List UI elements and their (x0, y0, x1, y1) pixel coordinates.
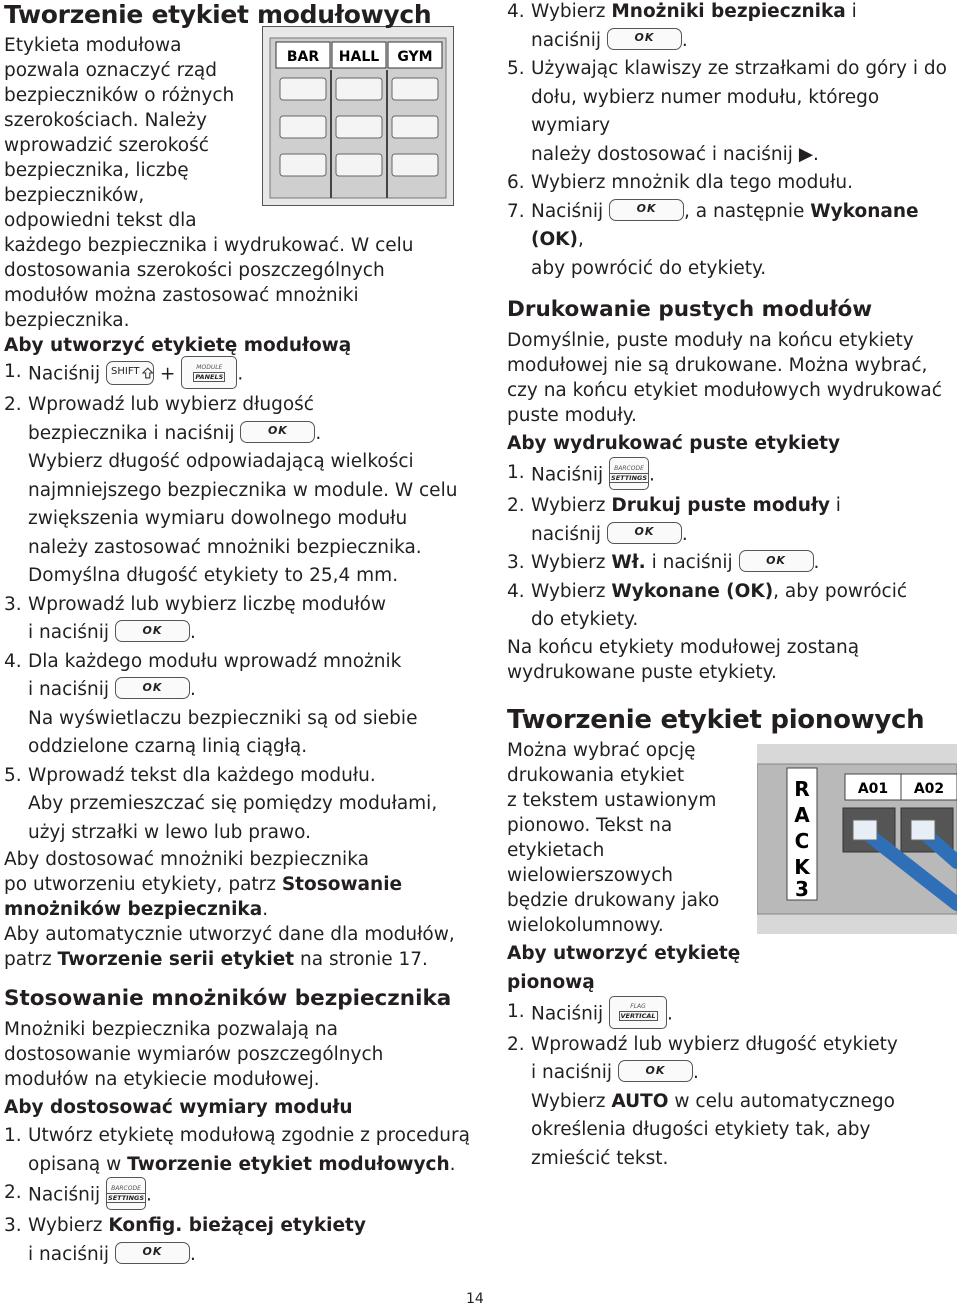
para-adjust-line: Aby dostosować mnożniki bezpiecznika (4, 849, 369, 870)
ok-key-icon: OK (607, 522, 682, 544)
multiplier-step-4: 4. Wybierz Mnożniki bezpiecznika i (507, 1, 857, 22)
section-title-multipliers: Stosowanie mnożników bezpiecznika (4, 986, 452, 1011)
step-2-note-line: zwiększenia wymiaru dowolnego modułu (28, 508, 408, 529)
multiplier-step-2: 2. Naciśnij BARCODE SETTINGS . (4, 1179, 470, 1212)
vertical-intro-line: z tekstem ustawionym (507, 789, 717, 811)
subheading-vertical: Aby utworzyć etykietę (507, 942, 741, 964)
intro-line: bezpieczników, (4, 185, 145, 206)
vertical-step-1: 1. Naciśnij FLAG VERTICAL . (507, 998, 957, 1031)
section-title-modular: Tworzenie etykiet modułowych (4, 0, 432, 29)
step-4-note-line: oddzielone czarną linią ciągłą. (28, 736, 308, 757)
multiplier-step-5: 5. Używając klawiszy ze strzałkami do góry i do (507, 58, 947, 79)
page-number: 14 (466, 1291, 484, 1307)
blank-step-1: 1. Naciśnij BARCODE SETTINGS . (507, 459, 957, 492)
subheading-vertical: pionową (507, 971, 595, 993)
blank-step-3: 3. Wybierz Wł. i naciśnij OK . (507, 552, 820, 573)
blank-step-4: 4. Wybierz Wykonane (OK), aby powrócić (507, 580, 908, 602)
multiplier-step-3: 3. Wybierz Konfig. bieżącej etykiety (4, 1215, 366, 1236)
step-2-note-line: należy zastosować mnożniki bezpiecznika. (28, 536, 422, 558)
rack-cable-image (757, 744, 957, 934)
para-auto-line: Aby automatycznie utworzyć dane dla modułów, (4, 924, 455, 945)
intro-line: pozwala oznaczyć rząd (4, 60, 217, 81)
step-5: 5. Wprowadź tekst dla każdego modułu. (4, 764, 376, 786)
image-label-bar: BAR (286, 49, 320, 65)
image-label-a01: A01 (857, 780, 889, 797)
vertical-intro-line: wielowierszowych (507, 864, 674, 886)
intro-line: odpowiedni tekst dla (4, 210, 197, 231)
step-4: 4. Dla każdego modułu wprowadź mnożnik (4, 650, 402, 672)
shift-key-icon: SHIFT (106, 361, 154, 385)
intro-line: bezpiecznika, liczbę (4, 160, 189, 181)
subheading-adjust: Aby dostosować wymiary modułu (4, 1097, 353, 1118)
subheading-create-modular: Aby utworzyć etykietę modułową (4, 335, 352, 356)
para-adjust-line: po utworzeniu etykiety, patrz Stosowanie mnożników bezpiecznika. (4, 874, 403, 920)
step-5-note-line: użyj strzałki w lewo lub prawo. (28, 821, 311, 843)
intro-line: wprowadzić szerokość (4, 135, 209, 156)
image-label-a02: A02 (913, 780, 945, 797)
svg-text:K: K (794, 854, 810, 879)
fuse-panel-image (262, 26, 454, 206)
flag-vertical-key-icon: FLAG VERTICAL (609, 996, 667, 1029)
intro-rest: każdego bezpiecznika i wydrukować. W celu dostosowania szerokości poszczególnych modułów można zastosować mnożniki bezpiecznika. (4, 235, 414, 331)
image-label-hall: HALL (338, 49, 380, 65)
multiplier-step-1: 1. Utwórz etykietę modułową zgodnie z procedurą (4, 1125, 470, 1146)
intro-line: Etykieta modułowa (4, 35, 182, 56)
vertical-intro-line: drukowania etykiet (507, 764, 685, 786)
multipliers-body: Mnożniki bezpiecznika pozwalają na dostosowanie wymiarów poszczególnych modułów na etykiecie modułowej. (4, 1019, 384, 1090)
vertical-intro-line: etykietach (507, 839, 605, 861)
step-2: 2. Wprowadź lub wybierz długość (4, 394, 314, 415)
ok-key-icon: OK (739, 550, 814, 572)
blank-body: Domyślnie, puste moduły na końcu etykiety modułowej nie są drukowane. Można wybrać, czy na końcu etykiet modułowych wydrukować puste moduły. (507, 330, 942, 426)
step-1: 1. Naciśnij SHIFT + MODULE PANELS . (4, 358, 470, 391)
ok-key-icon: OK (618, 1060, 693, 1082)
step-5-note-line: Aby przemieszczać się pomiędzy modułami, (28, 793, 438, 814)
step-2-note-line: Wybierz długość odpowiadającą wielkości (28, 451, 414, 472)
svg-text:3: 3 (795, 876, 809, 901)
multiplier-step-7: 7. Naciśnij OK , a następnie Wykonane (OK), (507, 200, 919, 250)
ok-key-icon: OK (115, 677, 190, 699)
vertical-step-2: 2. Wprowadź lub wybierz długość etykiety (507, 1033, 898, 1055)
vertical-intro-line: będzie drukowany jako (507, 889, 720, 911)
left-column: Tworzenie etykiet modułowych BAR HALL GYM Etykieta modułowa pozwala oznaczyć rząd bezpieczników o różnych szerokościach. Należy wprowadzić szerokość bezpiecznika, liczbę bezpieczników, odpowiedni tekst dla każdego bezpiecznika i wydrukować. W celu dostosowania szerokości poszczególnych modułów można zastosować mnożniki bezpiecznika. Aby utworzyć etykietę modułową 1. Naciśnij SHIFT + MODULE PANELS . 2. Wprowadź lub wybierz długość bezpiecznika i naciśnij OK . Wybierz długość odpowiadającą wielkości najmniejszego bezpiecznika w module. W celu zwiększenia wymiaru dowolnego modułu należy zastosować mnożniki bezpiecznika. Domyślna długość etykiety to 25,4 mm. 3. Wprowadź lub wybierz liczbę modułów i naciśnij OK . 4. Dla każdego modułu wprowadź mnożnik i naciśnij OK . Na wyświetlaczu bezpieczniki są od siebie oddzielone czarną linią ciągłą. 5. Wprowadź tekst dla każdego modułu. Aby przemieszczać się pomiędzy modułami, użyj strzałki w lewo lub prawo. Aby dostosować mnożniki bezpiecznika po utworzeniu etykiety, patrz Stosowanie mnożników bezpiecznika. Aby automatycznie utworzyć dane dla modułów, patrz Tworzenie serii etykiet na stronie 17. Stosowanie mnożników bezpiecznika Mnożniki bezpiecznika pozwalają na dostosowanie wymiarów poszczególnych modułów na etykiecie modułowej. Aby dostosować wymiary modułu 1. Utwórz etykietę modułową zgodnie z procedurą opisaną w Tworzenie etykiet modułowych. 2. Naciśnij BARCODE SETTINGS . 3. Wybierz Konfig. bieżącej etykiety i naciśnij OK . (4, 0, 470, 1265)
vertical-intro-line: wielokolumnowy. (507, 914, 664, 936)
section-title-blank: Drukowanie pustych modułów (507, 297, 873, 322)
intro-line: bezpieczników o różnych (4, 85, 235, 106)
barcode-settings-key-icon: BARCODE SETTINGS (106, 1177, 146, 1210)
blank-closing: Na końcu etykiety modułowej zostaną wydrukowane puste etykiety. (507, 636, 860, 683)
vertical-intro-line: Można wybrać opcję (507, 739, 696, 761)
image-label-gym: GYM (397, 49, 433, 65)
svg-text:A: A (794, 802, 810, 827)
right-column: 4. Wybierz Mnożniki bezpiecznika i naciśnij OK . 5. Używając klawiszy ze strzałkami do góry i do dołu, wybierz numer modułu, którego wymiary należy dostosować i naciśnij ▶. 6. Wybierz mnożnik dla tego modułu. 7. Naciśnij OK , a następnie Wykonane (OK), aby powrócić do etykiety. Drukowanie pustych modułów Domyślnie, puste moduły na końcu etykiety modułowej nie są drukowane. Można wybrać, czy na końcu etykiet modułowych wydrukować puste moduły. Aby wydrukować puste etykiety 1. Naciśnij BARCODE SETTINGS . 2. Wybierz Drukuj puste moduły i naciśnij OK . 3. Wybierz Wł. i naciśnij OK . 4. Wybierz Wykonane (OK), aby powrócić do etykiety. Na końcu etykiety modułowej zostaną wydrukowane puste etykiety. Tworzenie etykiet pionowych A01 A02 R A C K 3 Można wybrać opcję drukowania etykiet z tekstem ustawionym pionowo. Tekst na etykietach wielowierszowych będzie drukowany jako wielokolumnowy. Aby utworzyć etykietę pionową 1. Naciśnij FLAG VERTICAL . 2. Wprowadź lub wybierz długość etykiety i naciśnij OK . Wybierz AUTO w celu automatycznego określenia długości etykiety tak, aby zmieścić tekst. (507, 0, 957, 1173)
vertical-intro-line: pionowo. Tekst na (507, 814, 673, 836)
step-2-note-line: Domyślna długość etykiety to 25,4 mm. (28, 565, 399, 586)
ok-key-icon: OK (609, 199, 684, 221)
barcode-settings-key-icon: BARCODE SETTINGS (609, 457, 649, 490)
step-3: 3. Wprowadź lub wybierz liczbę modułów (4, 593, 387, 615)
module-panels-key-icon: MODULE PANELS (181, 356, 237, 389)
intro-line: szerokościach. Należy (4, 110, 207, 131)
ok-key-icon: OK (115, 620, 190, 642)
subheading-print-blank: Aby wydrukować puste etykiety (507, 433, 841, 454)
step-2-note-line: najmniejszego bezpiecznika w module. W celu (28, 479, 458, 501)
step-4-note-line: Na wyświetlaczu bezpieczniki są od siebie (28, 707, 418, 729)
blank-step-2: 2. Wybierz Drukuj puste moduły i (507, 495, 841, 516)
para-auto-line: patrz Tworzenie serii etykiet na stronie 17. (4, 949, 428, 970)
ok-key-icon: OK (240, 421, 315, 443)
section-title-vertical: Tworzenie etykiet pionowych (507, 704, 925, 735)
svg-text:R: R (794, 776, 810, 801)
multiplier-step-6: 6. Wybierz mnożnik dla tego modułu. (507, 172, 853, 193)
right-arrow-icon: ▶ (798, 143, 814, 165)
ok-key-icon: OK (607, 28, 682, 50)
ok-key-icon: OK (115, 1242, 190, 1264)
svg-text:C: C (794, 828, 810, 853)
